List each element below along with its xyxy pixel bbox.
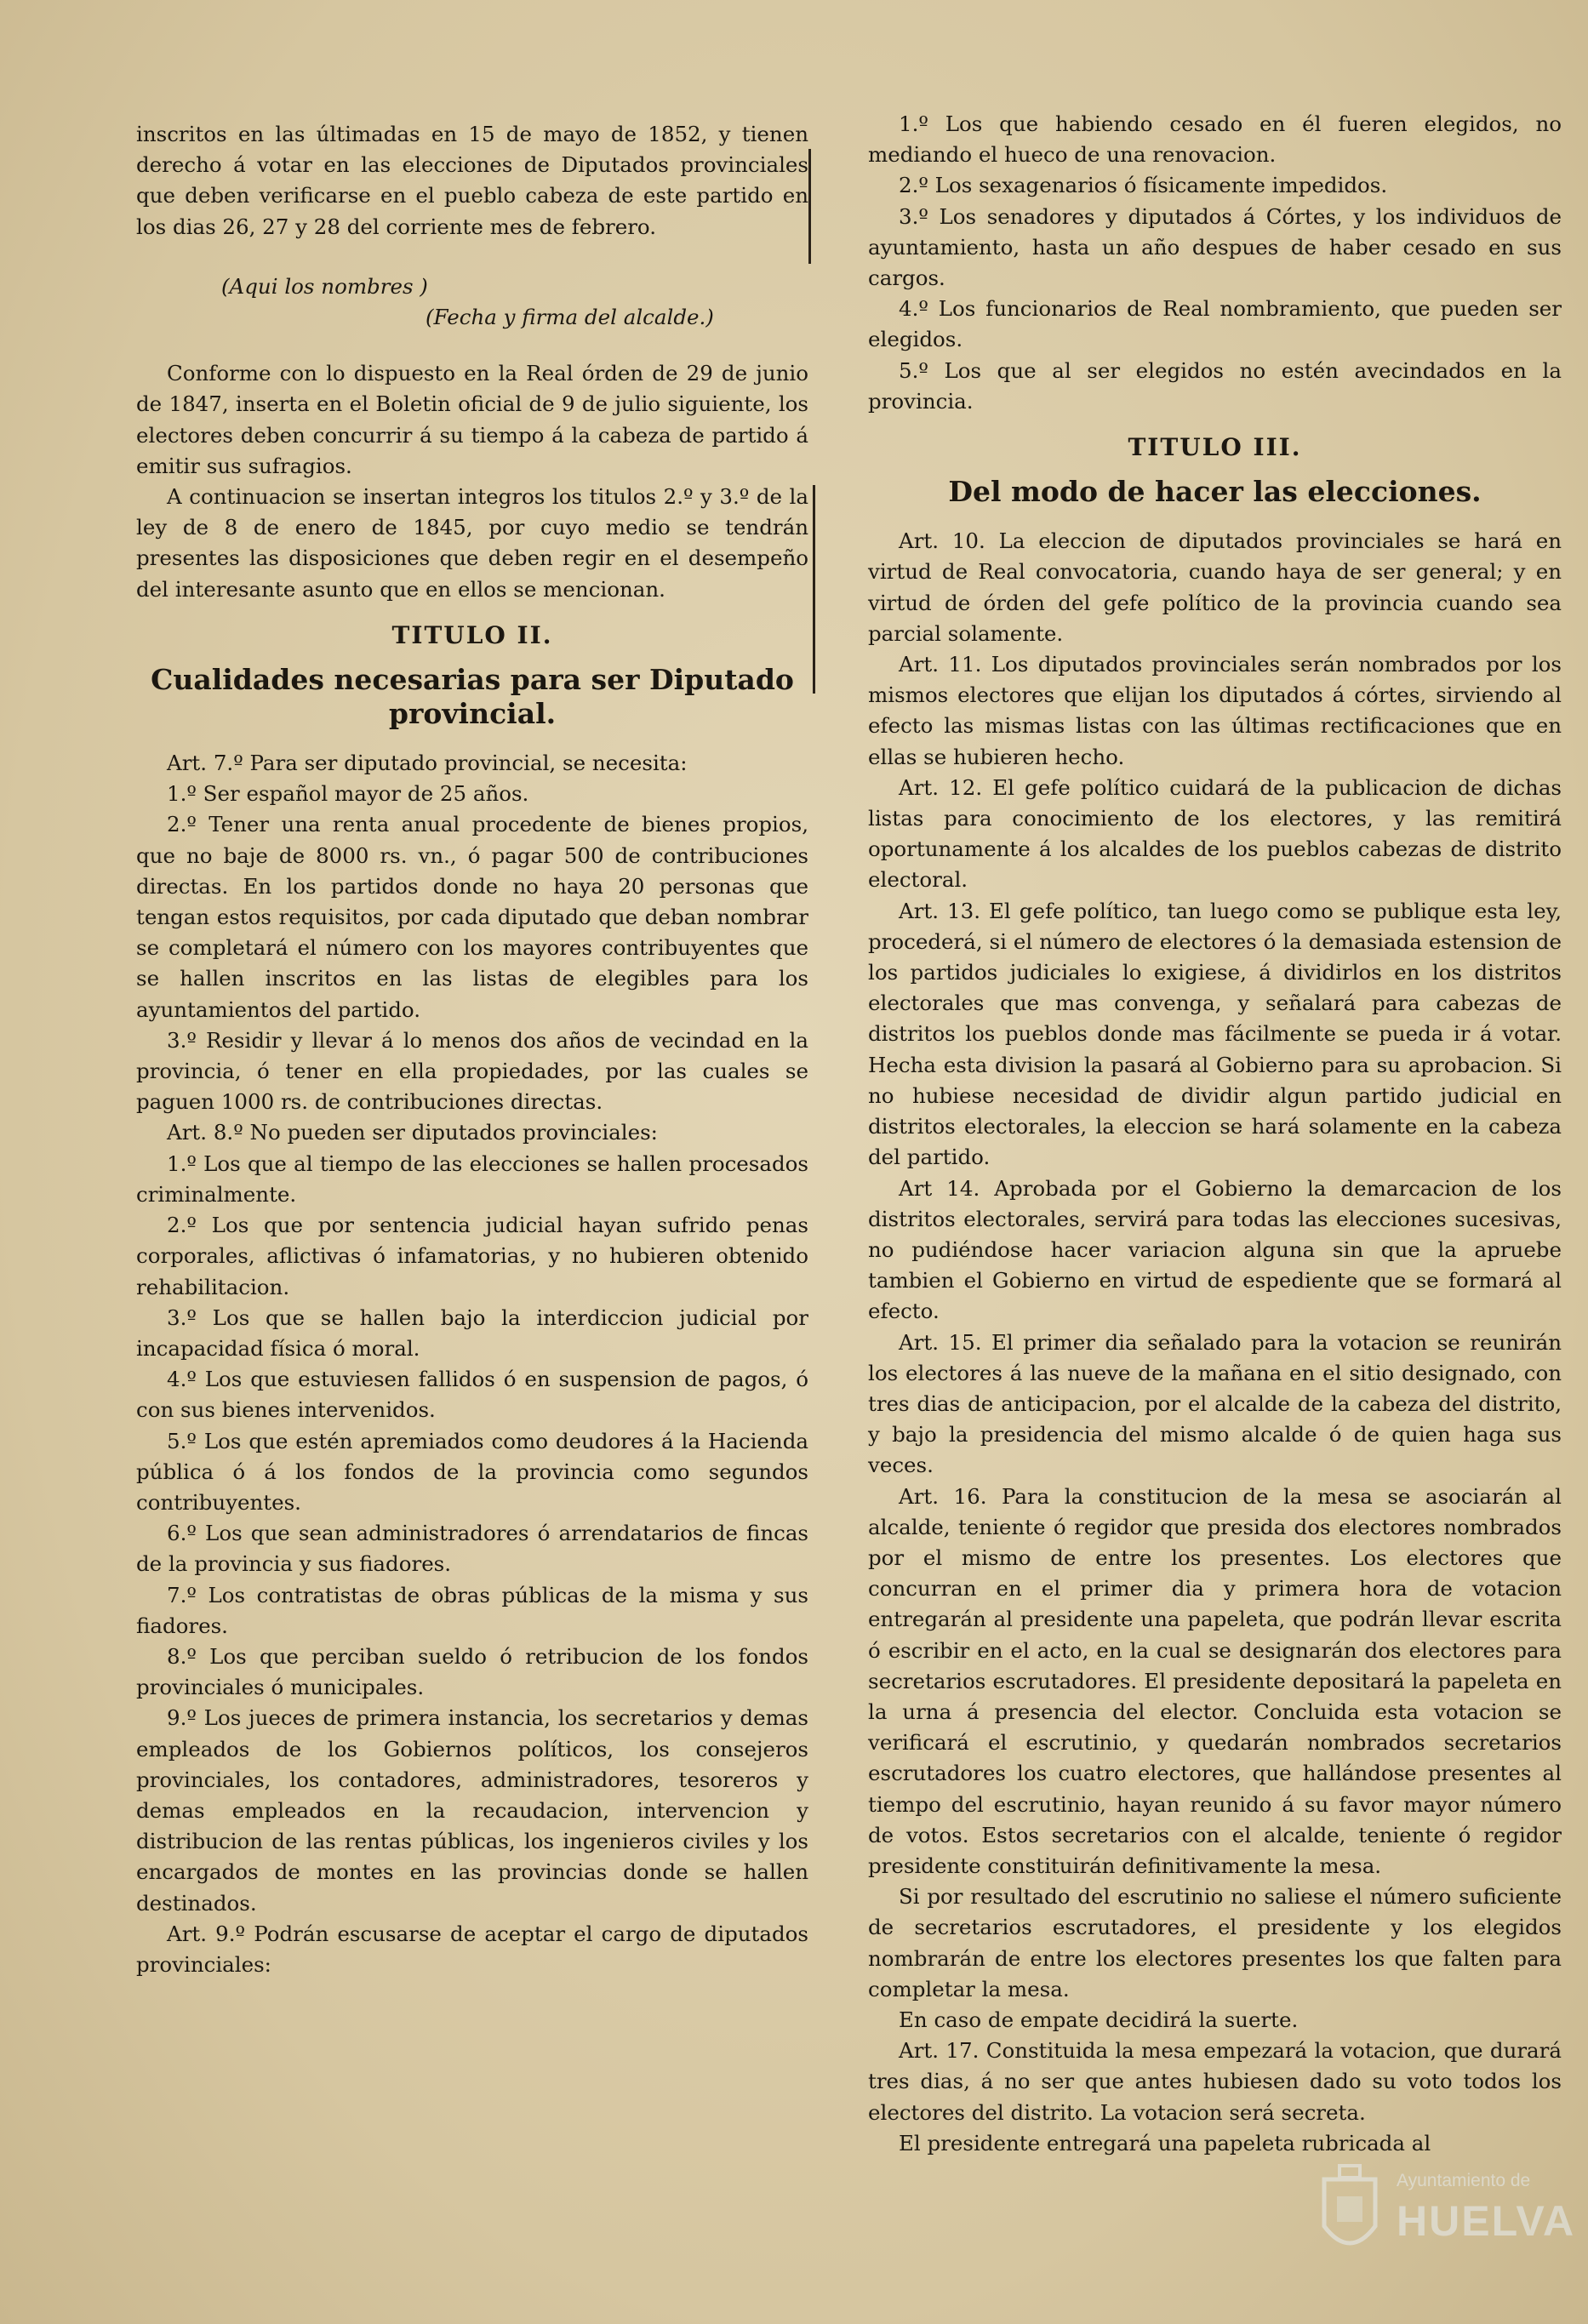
article-14: Art 14. Aprobada por el Gobierno la demarcacion de los distritos electorales, servirá para todas las elecciones sucesivas, no pudiéndose hacer variacion alguna sin que la apruebe tambien el Gobierno en virtud de espediente que se formará al efecto.	[868, 1175, 1562, 1324]
article-9-item-2: 2.º Los sexagenarios ó físicamente impedidos.	[899, 173, 1388, 198]
city-crest-icon	[1316, 2162, 1384, 2264]
article-13: Art. 13. El gefe político, tan luego como se publique esta ley, procederá, si el número de electores ó la demasiada estension de los partidos judiciales lo exigiese, á dividirlos en los distritos electorales que mas convenga, y señalará para cabezas de distritos los pueblos donde mas fácilmente se pueda ir á votar. Hecha esta division la pasará al Gobierno para su aprobacion. Si no hubiese necesidad de dividir algun partido judicial en distritos electorales, la eleccion se hará solamente en la cabeza del partido.	[868, 898, 1562, 1170]
article-8-item-6: 6.º Los que sean administradores ó arrendatarios de fincas de la provincia y sus fiadores.	[136, 1521, 808, 1577]
title-ii: TITULO II.	[391, 620, 553, 649]
intro-paragraph: inscritos en las últimadas en 15 de mayo de 1852, y tienen derecho á votar en las elecciones de Diputados provinciales que deben verificarse en el pueblo cabeza de este partido en los dias 26, 27 y 28 del corriente mes de febrero.	[136, 122, 808, 239]
article-12: Art. 12. El gefe político cuidará de la publicacion de dichas listas para conocimiento de los electores, y las remitirá oportunamente á los alcaldes de los pueblos cabezas de distrito electoral.	[868, 774, 1562, 893]
article-8-item-4: 4.º Los que estuviesen fallidos ó en suspension de pagos, ó con sus bienes intervenidos.	[136, 1367, 808, 1423]
column-divider-middle	[813, 485, 815, 694]
article-9-item-3: 3.º Los senadores y diputados á Córtes, y los individuos de ayuntamiento, hasta un año despues de haber cesado en sus cargos.	[868, 203, 1562, 291]
article-8-item-9: 9.º Los jueces de primera instancia, los secretarios y demas empleados de los Gobiernos políticos, los consejeros provinciales, los contadores, administradores, tesoreros y demas empleados en la recaudacion, intervencion y distribucion de las rentas públicas, los ingenieros civiles y los encargados de montes en las provincias donde se hallen destinados.	[136, 1705, 808, 1916]
article-9-item-1: 1.º Los que habiendo cesado en él fueren elegidos, no mediando el hueco de una renovacion.	[868, 111, 1562, 168]
article-7-item-1: 1.º Ser español mayor de 25 años.	[167, 781, 529, 807]
article-9-item-5: 5.º Los que al ser elegidos no estén avecindados en la provincia.	[868, 357, 1562, 414]
article-8-item-8: 8.º Los que perciban sueldo ó retribucion de los fondos provinciales ó municipales.	[136, 1643, 808, 1700]
article-7: Art. 7.º Para ser diputado provincial, se necesita:	[167, 751, 688, 776]
article-10: Art. 10. La eleccion de diputados provinciales se hará en virtud de Real convocatoria, cuando haya de ser general; y en virtud de órden del gefe político de la provincia cuando sea parcial solamente.	[868, 528, 1562, 646]
right-column	[868, 0, 1562, 2159]
continuation-paragraph: A continuacion se insertan integros los titulos 2.º y 3.º de la ley de 8 de enero de 1845, por cuyo medio se tendrán presentes las disposiciones que deben regir en el desempeño del interesante asunto que en ellos se mencionan.	[136, 484, 808, 602]
article-7-item-2: 2.º Tener una renta anual procedente de bienes propios, que no baje de 8000 rs. vn., ó pagar 500 de contribuciones directas. En los partidos donde no haya 20 personas que tengan estos requisitos, por cada diputado que deban nombrar se completará el número con los mayores contribuyentes que se hallen inscritos en las listas de elegibles para los ayuntamientos del partido.	[136, 812, 808, 1022]
article-15: Art. 15. El primer dia señalado para la votacion se reunirán los electores á las nueve de la mañana en el sitio designado, con tres dias de anticipacion, por el alcalde de la cabeza del distrito, y bajo la presidencia del mismo alcalde ó de quien haga sus veces.	[868, 1329, 1562, 1478]
date-signature-placeholder: (Fecha y firma del alcalde.)	[426, 305, 714, 330]
article-8-item-3: 3.º Los que se hallen bajo la interdiccion judicial por incapacidad física ó moral.	[136, 1305, 808, 1361]
article-11: Art. 11. Los diputados provinciales serán nombrados por los mismos electores que elijan los diputados á córtes, sirviendo al efecto las mismas listas con las últimas rectificaciones que en ellas se hubieren hecho.	[868, 652, 1562, 769]
title-ii-heading: Cualidades necesarias para ser Diputado provincial.	[151, 663, 794, 731]
article-8-item-5: 5.º Los que estén apremiados como deudores á la Hacienda pública ó á los fondos de la provincia como segundos contribuyentes.	[136, 1428, 808, 1515]
article-16-paragraph-3: En caso de empate decidirá la suerte.	[899, 2007, 1299, 2032]
article-8: Art. 8.º No pueden ser diputados provinciales:	[167, 1120, 658, 1145]
names-placeholder: (Aqui los nombres )	[221, 273, 428, 299]
article-8-item-1: 1.º Los que al tiempo de las elecciones se hallen procesados criminalmente.	[136, 1151, 808, 1207]
article-16: Art. 16. Para la constitucion de la mesa se asociarán al alcalde, teniente ó regidor que presida dos electores nombrados por el mismo de entre los presentes. Los electores que concurran en el primer dia y primera hora de votacion entregarán al presidente una papeleta, que podrán llevar escrita ó escribir en el acto, en la cual se designarán dos electores para secretarios escrutadores. El presidente depositará la papeleta en la urna á presencia del elector. Concluida esta votacion se verificará el escrutinio, y quedarán nombrados secretarios escrutadores los cuatro electores, que hallándose presentes al tiempo del escrutinio, hayan reunido á su favor mayor número de votos. Estos secretarios con el alcalde, teniente ó regidor presidente constituirán definitivamente la mesa.	[868, 1483, 1562, 1878]
article-7-item-3: 3.º Residir y llevar á lo menos dos años de vecindad en la provincia, ó tener en ella propiedades, por las cuales se paguen 1000 rs. de contribuciones directas.	[136, 1027, 808, 1115]
article-9-item-4: 4.º Los funcionarios de Real nombramiento, que pueden ser elegidos.	[868, 296, 1562, 352]
title-iii-heading: Del modo de hacer las elecciones.	[948, 475, 1482, 509]
article-17: Art. 17. Constituida la mesa empezará la votacion, que durará tres dias, á no ser que antes hubiesen dado su voto todos los electores del distrito. La votacion será secreta.	[868, 2038, 1562, 2125]
watermark-org-text: Ayuntamiento de	[1397, 2171, 1531, 2190]
watermark	[1316, 2145, 1576, 2281]
article-8-item-7: 7.º Los contratistas de obras públicas de la misma y sus fiadores.	[136, 1582, 808, 1638]
article-9: Art. 9.º Podrán escusarse de aceptar el cargo de diputados provinciales:	[136, 1921, 808, 1977]
title-iii: TITULO III.	[1128, 433, 1302, 462]
left-column	[136, 0, 808, 1980]
watermark-city-text: HUELVA	[1397, 2197, 1576, 2245]
column-divider-top	[808, 149, 811, 264]
article-17-paragraph-2: El presidente entregará una papeleta rubricada al	[899, 2130, 1431, 2156]
article-8-item-2: 2.º Los que por sentencia judicial hayan sufrido penas corporales, aflictivas ó infamatorias, y no hubieren obtenido rehabilitacion.	[136, 1213, 808, 1299]
royal-order-paragraph: Conforme con lo dispuesto en la Real órden de 29 de junio de 1847, inserta en el Boletin oficial de 9 de julio siguiente, los electores deben concurrir á su tiempo á la cabeza de partido á emitir sus sufragios.	[136, 361, 808, 478]
article-16-paragraph-2: Si por resultado del escrutinio no saliese el número suficiente de secretarios escrutadores, el presidente y los elegidos nombrarán de entre los electores presentes los que falten para completar la mesa.	[868, 1884, 1562, 2001]
